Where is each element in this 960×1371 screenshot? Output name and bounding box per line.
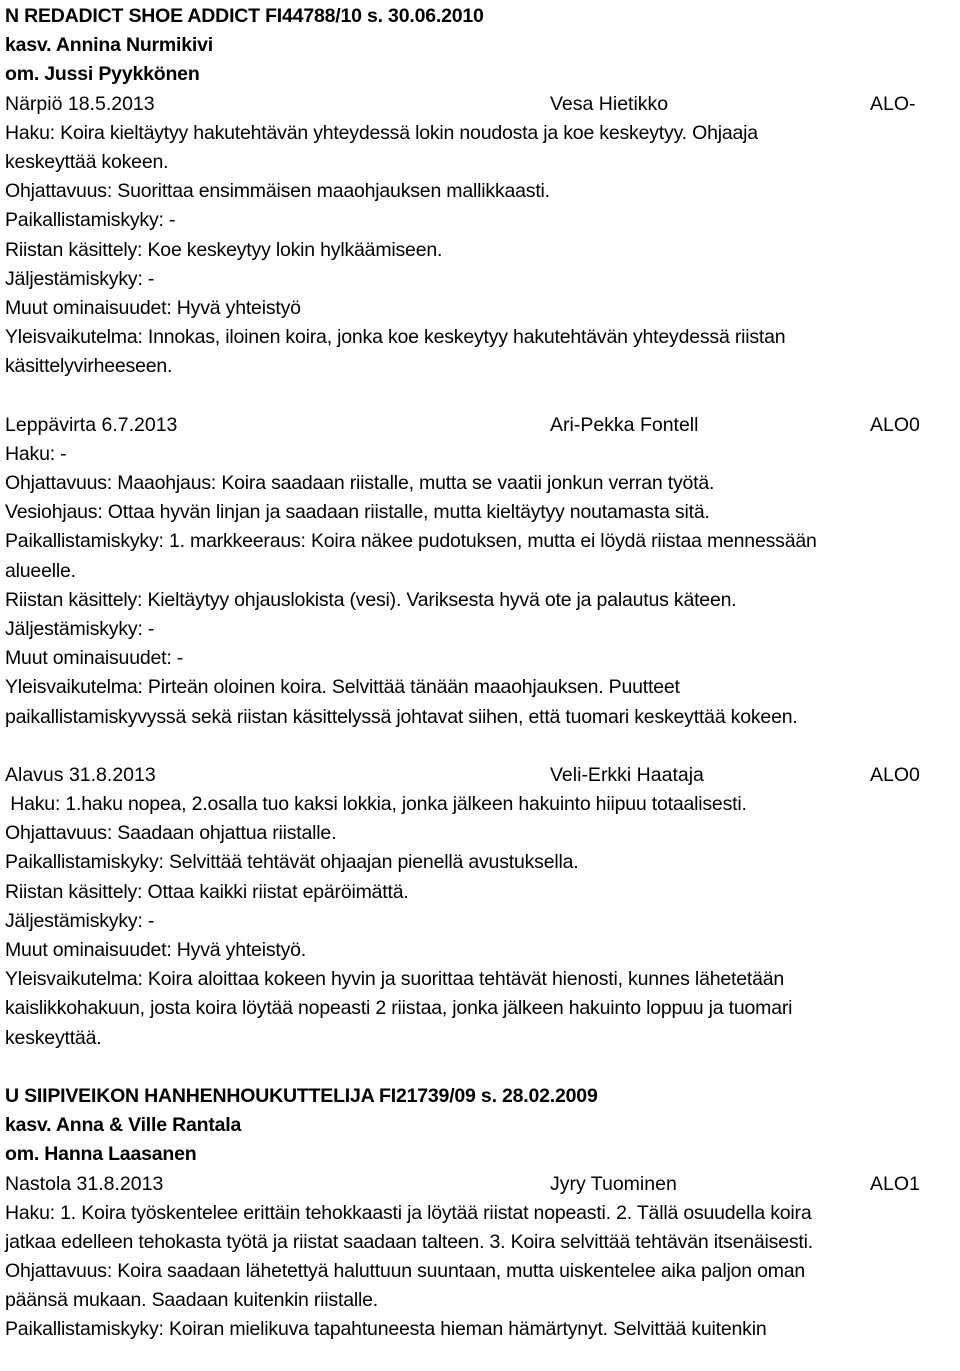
trial-entry — [5, 411, 955, 732]
trial-header — [5, 90, 955, 119]
spacer — [5, 732, 955, 761]
trial-judge: Veli-Erkki Haataja — [550, 763, 704, 786]
spacer — [5, 381, 955, 410]
owner-line: om. Hanna Laasanen — [5, 1143, 197, 1166]
trial-text-line: Yleisvaikutelma: Pirteän oloinen koira. Selvittää tänään maaohjauksen. Puutteet — [5, 676, 680, 699]
trial-text-line: keskeyttää. — [5, 1026, 102, 1049]
trial-text-line: Riistan käsittely: Koe keskeytyy lokin hylkäämiseen. — [5, 238, 443, 261]
trial-text-line: keskeyttää kokeen. — [5, 150, 169, 173]
trial-place-date: Nastola 31.8.2013 — [5, 1172, 164, 1195]
trial-text-line: Jäljestämiskyky: - — [5, 267, 155, 290]
trial-entry — [5, 90, 955, 382]
trial-text-line: Paikallistamiskyky: - — [5, 209, 176, 232]
trial-place-date: Alavus 31.8.2013 — [5, 763, 156, 786]
trial-text-line: Ohjattavuus: Koira saadaan lähetettyä haluttuun suuntaan, mutta uiskentelee aika paljon oman — [5, 1260, 806, 1283]
trial-place-date: Närpiö 18.5.2013 — [5, 92, 155, 115]
trial-text-line: Riistan käsittely: Kieltäytyy ohjauslokista (vesi). Variksesta hyvä ote ja palautus käteen. — [5, 588, 737, 611]
trial-place-date: Leppävirta 6.7.2013 — [5, 413, 178, 436]
trial-text-line: päänsä mukaan. Saadaan kuitenkin riistalle. — [5, 1289, 378, 1312]
trial-text-line: Paikallistamiskyky: Selvittää tehtävät ohjaajan pienellä avustuksella. — [5, 851, 579, 874]
trial-judge: Ari-Pekka Fontell — [550, 413, 699, 436]
trial-text-line: Riistan käsittely: Ottaa kaikki riistat epäröimättä. — [5, 880, 409, 903]
trial-judge: Vesa Hietikko — [550, 92, 669, 115]
trial-text-line: Jäljestämiskyky: - — [5, 617, 155, 640]
trial-header — [5, 411, 955, 440]
trial-text-line: Haku: 1.haku nopea, 2.osalla tuo kaksi lokkia, jonka jälkeen hakuinto hiipuu totaalisesti. — [5, 793, 747, 816]
trial-result: ALO0 — [870, 763, 920, 786]
trial-text-line: Yleisvaikutelma: Koira aloittaa kokeen hyvin ja suorittaa tehtävät hienosti, kunnes lähetetään — [5, 968, 785, 991]
trial-text-line: paikallistamiskyvyssä sekä riistan käsittelyssä johtavat siihen, että tuomari keskeyttää kokeen. — [5, 705, 798, 728]
trial-header — [5, 1170, 955, 1199]
trial-text-line: Haku: Koira kieltäytyy hakutehtävän yhteydessä lokin noudosta ja koe keskeytyy. Ohjaaja — [5, 121, 758, 144]
trial-text-line: Ohjattavuus: Maaohjaus: Koira saadaan riistalle, mutta se vaatii jonkun verran työtä. — [5, 472, 715, 494]
dog-header: U SIIPIVEIKON HANHENHOUKUTTELIJA FI21739/09 s. 28.02.2009 — [5, 1084, 598, 1107]
trial-result: ALO- — [870, 92, 916, 115]
trial-entry — [5, 761, 955, 1053]
trial-text-line: Haku: - — [5, 442, 67, 465]
dog-entry — [5, 1082, 955, 1345]
trial-result: ALO0 — [870, 413, 920, 436]
trial-text-line: Vesiohjaus: Ottaa hyvän linjan ja saadaan riistalle, mutta kieltäytyy noutamasta sitä. — [5, 501, 710, 524]
trial-text-line: alueelle. — [5, 559, 76, 582]
trial-header — [5, 761, 955, 790]
trial-text-line: kaislikkohakuun, josta koira löytää nopeasti 2 riistaa, jonka jälkeen hakuinto loppuu ja tuomari — [5, 997, 793, 1020]
spacer — [5, 1053, 955, 1082]
dog-entry — [5, 2, 955, 1053]
trial-entry — [5, 1170, 955, 1345]
trial-text-line: Muut ominaisuudet: Hyvä yhteistyö. — [5, 939, 307, 961]
trial-text-line: Muut ominaisuudet: Hyvä yhteistyö — [5, 296, 301, 319]
breeder-line: kasv. Anna & Ville Rantala — [5, 1114, 242, 1137]
dog-header: N REDADICT SHOE ADDICT FI44788/10 s. 30.06.2010 — [5, 5, 484, 27]
owner-line: om. Jussi Pyykkönen — [5, 63, 200, 86]
breeder-line: kasv. Annina Nurmikivi — [5, 34, 214, 57]
trial-result: ALO1 — [870, 1172, 920, 1195]
trial-text-line: Jäljestämiskyky: - — [5, 909, 155, 932]
trial-text-line: Muut ominaisuudet: - — [5, 647, 184, 670]
trial-text-line: käsittelyvirheeseen. — [5, 355, 173, 378]
trial-judge: Jyry Tuominen — [550, 1172, 677, 1195]
trial-text-line: Haku: 1. Koira työskentelee erittäin tehokkaasti ja löytää riistat nopeasti. 2. Tällä osuudella koira — [5, 1201, 812, 1224]
trial-text-line: Yleisvaikutelma: Innokas, iloinen koira, jonka koe keskeytyy hakutehtävän yhteydessä riistan — [5, 326, 786, 349]
trial-text-line: Paikallistamiskyky: 1. markkeeraus: Koira näkee pudotuksen, mutta ei löydä riistaa mennessään — [5, 530, 817, 553]
trial-text-line: Ohjattavuus: Suorittaa ensimmäisen maaohjauksen mallikkaasti. — [5, 180, 550, 203]
trial-text-line: Ohjattavuus: Saadaan ohjattua riistalle. — [5, 822, 337, 845]
trial-text-line: Paikallistamiskyky: Koiran mielikuva tapahtuneesta hieman hämärtynyt. Selvittää kuitenkin — [5, 1318, 767, 1341]
trial-text-line: jatkaa edelleen tehokasta työtä ja riistat saadaan talteen. 3. Koira selvittää tehtävän itsenäisesti. — [5, 1230, 813, 1253]
